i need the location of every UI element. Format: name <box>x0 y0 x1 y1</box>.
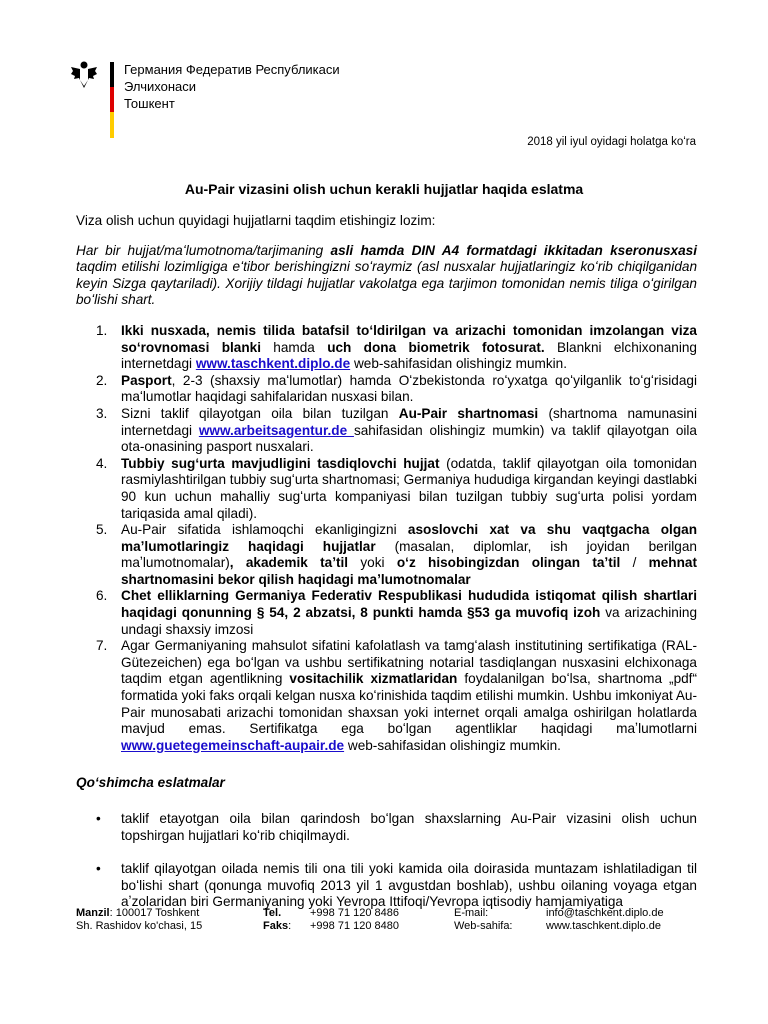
bullet-icon: • <box>96 861 101 877</box>
text-run: web-sahifasidan olishingiz mumkin. <box>344 737 561 753</box>
list-number: 5. <box>96 522 108 538</box>
list-number: 1. <box>96 322 108 338</box>
list-item <box>76 323 697 373</box>
address-line: : 100017 Toshkent <box>109 907 200 919</box>
text-run: foydalanilgan boʻlsa, shartnoma „pdf“ formatida yoki faks orqali kelgan nusxa koʻrinishida taqdim etilishi mumkin. Ushbu imkoniyat Au-Pair munosabati arizachi tomonidan shaxsan yoki internet orqali amalga oshirilgan holatlarda mavjud emas. Sertifikatga ega boʻlgan agentliklar haqidagi maʼlumotlarni <box>121 671 697 737</box>
text-run: Blankni elchixonaning internetdagi <box>121 339 697 372</box>
document-body <box>76 213 697 928</box>
text-run: (masalan, diplomlar, ish joyidan berilgan maʼlumotnomalar) <box>121 538 697 571</box>
bold-text: mehnat shartnomasini bekor qilish haqidagi maʼlumotnomalar <box>121 555 697 587</box>
list-number: 3. <box>96 405 108 421</box>
note-item <box>76 861 697 911</box>
bold-text: Ikki nusxada, nemis tilida batafsil toʻldirilgan va arizachi tomonidan imzolangan viza soʻrovnomasi blanki <box>121 322 697 355</box>
text-run: Agar Germaniyaning mahsulot sifatini kafolatlash va tamgʻalash institutining sertifikatiga (RAL-Gütezeichen) ega boʻlgan va ushbu sertifikatning notarial tasdiqlangan nusxasini elchixonaga taqdim etgan agentlikning <box>121 638 697 687</box>
document-title: Au-Pair vizasini olish uchun kerakli hujjatlar haqida eslatma <box>184 181 584 197</box>
tel-number: +998 71 120 8486 <box>310 907 400 919</box>
list-number: 7. <box>96 638 108 654</box>
intro-text: Viza olish uchun quyidagi hujjatlarni taqdim etishingiz lozim: <box>76 213 436 228</box>
text-run: va arizachining undagi shaxsiy imzosi <box>121 605 698 637</box>
bold-text: Pasport <box>121 372 172 388</box>
additional-notes-list <box>76 811 697 911</box>
text-run: taqdim etilishi lozimligiga eʻtibor berishingizni soʻraymiz (asl nusxalar hujjatlaringiz koʻrib chiqilganidan keyin Sizga qaytariladi). Xorijiy tildagi hujjatlar vakolatga ega tarjimon tomonidan nemis tiliga oʻgirilgan boʻlishi shart. <box>76 259 697 308</box>
email-label: E-mail: <box>454 907 489 919</box>
text-run: yoki <box>348 555 397 571</box>
text-run: Har bir hujjat/maʻlumotnoma/tarjimaning <box>76 242 331 258</box>
note-text: taklif qilayotgan oilada nemis tili ona tili yoki kamida oila doirasida muntazam ishlatiladigan til boʻlishi shart (qonunga muvofiq 2013 yil 1 avgustdan boshlab), ushbu oilaning voyaga etgan aʼzolaridan biri Germaniyaning yoki Yevropa Ittifoqi/Yevropa iqtisodiy hamjamiyatiga <box>121 861 697 910</box>
web-link[interactable]: www.arbeitsagentur.de <box>198 422 354 438</box>
text-run: / <box>620 555 649 571</box>
org-line: Германия Федератив Республикаси <box>124 62 340 77</box>
additional-notes-heading: Qoʻshimcha eslatmalar <box>76 775 225 791</box>
fax-number: +998 71 120 8480 <box>310 920 400 932</box>
tel-label: Tel. <box>263 907 282 919</box>
text-run: Sizni taklif qilayotgan oila bilan tuzilgan <box>121 405 399 421</box>
text-run: (odatda, taklif qilayotgan oila tomonidan rasmiylashtirilgan tubbiy sugʻurta shartnomasi; Germaniya hududiga kirgandan keyingi dastlabki 90 kun uchun mahalliy sugʻurta kompaniyasi bilan tuzilgan tubbiy sugʻurta polisi yordam tariqasida amal qiladi). <box>121 455 697 521</box>
bold-text: asoslovchi xat va shu vaqtgacha olgan maʼlumotlaringiz haqidagi hujjatlar <box>121 522 698 554</box>
bold-text: , akademik taʼtil <box>229 555 349 571</box>
text-run: Au-Pair sifatida ishlamoqchi ekanligingizni <box>121 522 408 538</box>
bold-text: Tubbiy sugʻurta mavjudligini tasdiqlovchi hujjat <box>121 455 440 471</box>
bold-text: asli hamda DIN A4 formatdagi ikkitadan kseronusxasi <box>330 242 698 258</box>
text-run: (shartnoma namunasini internetdagi <box>121 405 698 438</box>
bold-text: oʻz hisobingizdan olingan taʼtil <box>396 555 621 571</box>
bold-text: uch dona biometrik fotosurat. <box>327 339 545 355</box>
email-address[interactable]: info@taschkent.diplo.de <box>546 907 664 919</box>
document-date: 2018 yil iyul oyidagi holatga koʻra <box>527 136 696 148</box>
org-line: Тошкент <box>124 96 175 111</box>
list-item <box>76 406 697 456</box>
list-item <box>76 456 697 522</box>
list-item <box>76 638 697 754</box>
bullet-icon: • <box>96 811 101 826</box>
text-run: hamda <box>260 339 328 355</box>
bold-text: vositachilik xizmatlaridan <box>289 671 458 687</box>
text-run: , 2-3 (shaxsiy maʻlumotlar) hamda Oʻzbekistonda roʻyxatga qoʻyilganlik toʻgʻrisidagi maʻlumotlar haqidagi sahifalaridan nusxasi bilan. <box>121 372 697 405</box>
embassy-name <box>124 58 340 112</box>
german-flag-stripe <box>110 62 114 138</box>
list-item <box>76 588 697 638</box>
notice-paragraph <box>76 243 697 309</box>
text-run: web-sahifasidan olishingiz mumkin. <box>350 356 568 372</box>
org-line: Элчихонаси <box>124 79 197 94</box>
note-text: taklif etayotgan oila bilan qarindosh boʻlgan shaxslarning Au-Pair vizasini olish uchun topshirgan hujjatlari koʻrib chiqilmaydi. <box>121 811 697 843</box>
note-item <box>76 811 697 844</box>
list-number: 4. <box>96 455 108 471</box>
address-line: Sh. Rashidov ko'chasi, 15 <box>76 920 203 932</box>
web-link[interactable]: www.taschkent.diplo.de <box>195 356 351 372</box>
address-label: Manzil <box>76 907 110 919</box>
website[interactable]: www.taschkent.diplo.de <box>546 920 661 932</box>
list-number: 6. <box>96 588 108 604</box>
federal-eagle-icon <box>68 58 100 90</box>
bold-text: Au-Pair shartnomasi <box>398 405 539 421</box>
text-run: sahifasidan olishingiz mumkin) va taklif qilayotgan oila ota-onasining pasport nusxalari. <box>121 422 697 455</box>
list-item <box>76 522 697 588</box>
requirements-list <box>76 323 697 754</box>
bold-text: Chet elliklarning Germaniya Federativ Respublikasi hududida istiqomat qilish shartlari haqidagi qonunning § 54, 2 abzatsi, 8 punkti hamda §53 ga muvofiq izoh <box>121 588 697 621</box>
web-label: Web-sahifa: <box>454 920 513 932</box>
letterhead <box>68 58 340 138</box>
list-item <box>76 373 697 406</box>
web-link[interactable]: www.guetegemeinschaft-aupair.de <box>121 737 345 753</box>
fax-label: Faks <box>263 920 289 932</box>
list-number: 2. <box>96 372 108 388</box>
